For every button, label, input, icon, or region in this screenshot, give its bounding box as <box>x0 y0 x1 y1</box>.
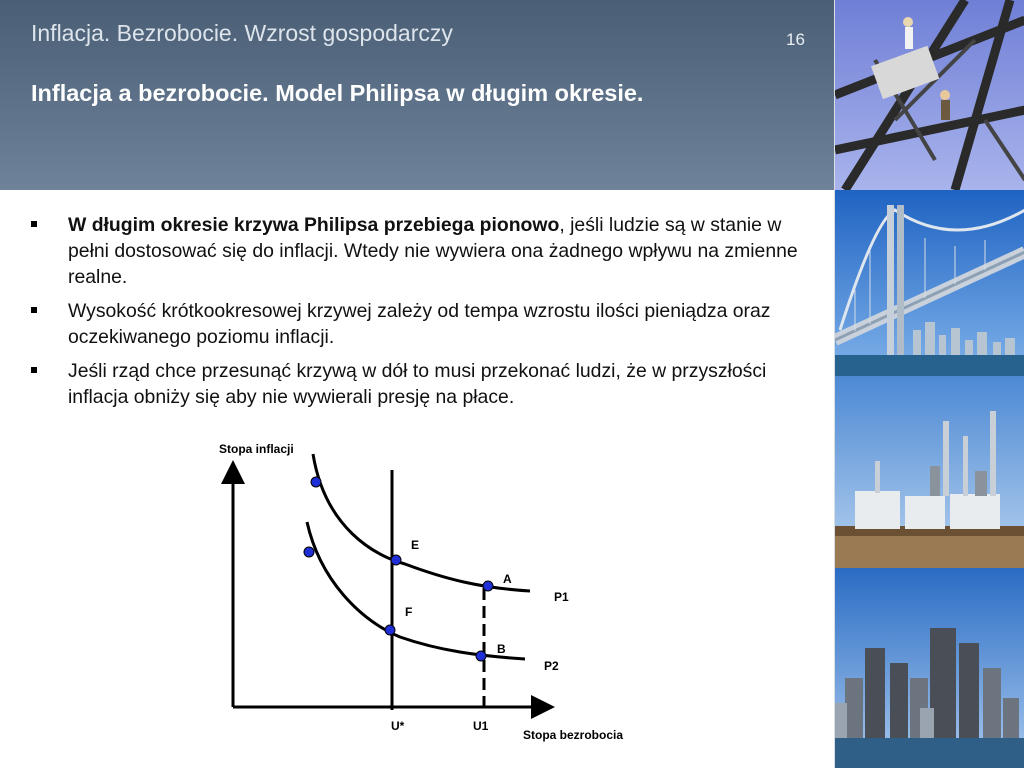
page-number: 16 <box>786 30 805 49</box>
bullet-square-icon <box>31 221 37 227</box>
slide-title: Inflacja a bezrobocie. Model Philipsa w długim okresie. <box>31 80 644 106</box>
x-tick-u1: U1 <box>473 719 489 733</box>
header-banner <box>0 0 834 190</box>
y-axis-label: Stopa inflacji <box>219 442 294 456</box>
bullet-text: Jeśli rząd chce przesunąć krzywą w dół to musi przekonać ludzi, że w przyszłości inflacja obniży się aby nie wywierali presję na płace. <box>68 360 767 408</box>
bullet-square-icon <box>31 367 37 373</box>
section-title: Inflacja. Bezrobocie. Wzrost gospodarczy <box>31 20 453 46</box>
steel-construction-photo <box>835 0 1024 190</box>
x-tick-ustar: U* <box>391 719 405 733</box>
bullet-item <box>30 358 810 410</box>
point-f <box>385 625 395 635</box>
refinery-photo <box>835 376 1024 568</box>
bullet-item <box>30 298 810 350</box>
photo-column <box>834 0 1024 768</box>
bullet-text: Wysokość krótkookresowej krzywej zależy od tempa wzrostu ilości pieniądza oraz oczekiwanego poziomu inflacji. <box>68 300 771 348</box>
suspension-bridge-photo <box>835 190 1024 376</box>
x-axis-label: Stopa bezrobocia <box>523 728 624 742</box>
bullet-list <box>30 212 810 418</box>
curve-p2-label: P2 <box>544 659 559 673</box>
point-p1-top <box>311 477 321 487</box>
phillips-curve-diagram <box>200 430 660 750</box>
bullet-text: , jeśli ludzie są w stanie w pełni dostosować się do inflacji. Wtedy nie wywiera ona żadnego wpływu na zmienne realne. <box>68 214 798 288</box>
point-a-label: A <box>503 572 512 586</box>
point-b <box>476 651 486 661</box>
short-run-curve-p1 <box>313 454 530 591</box>
point-e <box>391 555 401 565</box>
bullet-square-icon <box>31 307 37 313</box>
point-b-label: B <box>497 642 506 656</box>
point-f-label: F <box>405 605 413 619</box>
city-skyline-photo <box>835 568 1024 768</box>
bullet-bold-text: W długim okresie krzywa Philipsa przebiega pionowo <box>68 214 560 236</box>
curve-p1-label: P1 <box>554 590 569 604</box>
point-a <box>483 581 493 591</box>
bullet-item <box>30 212 810 290</box>
point-e-label: E <box>411 538 420 552</box>
point-p2-top <box>304 547 314 557</box>
